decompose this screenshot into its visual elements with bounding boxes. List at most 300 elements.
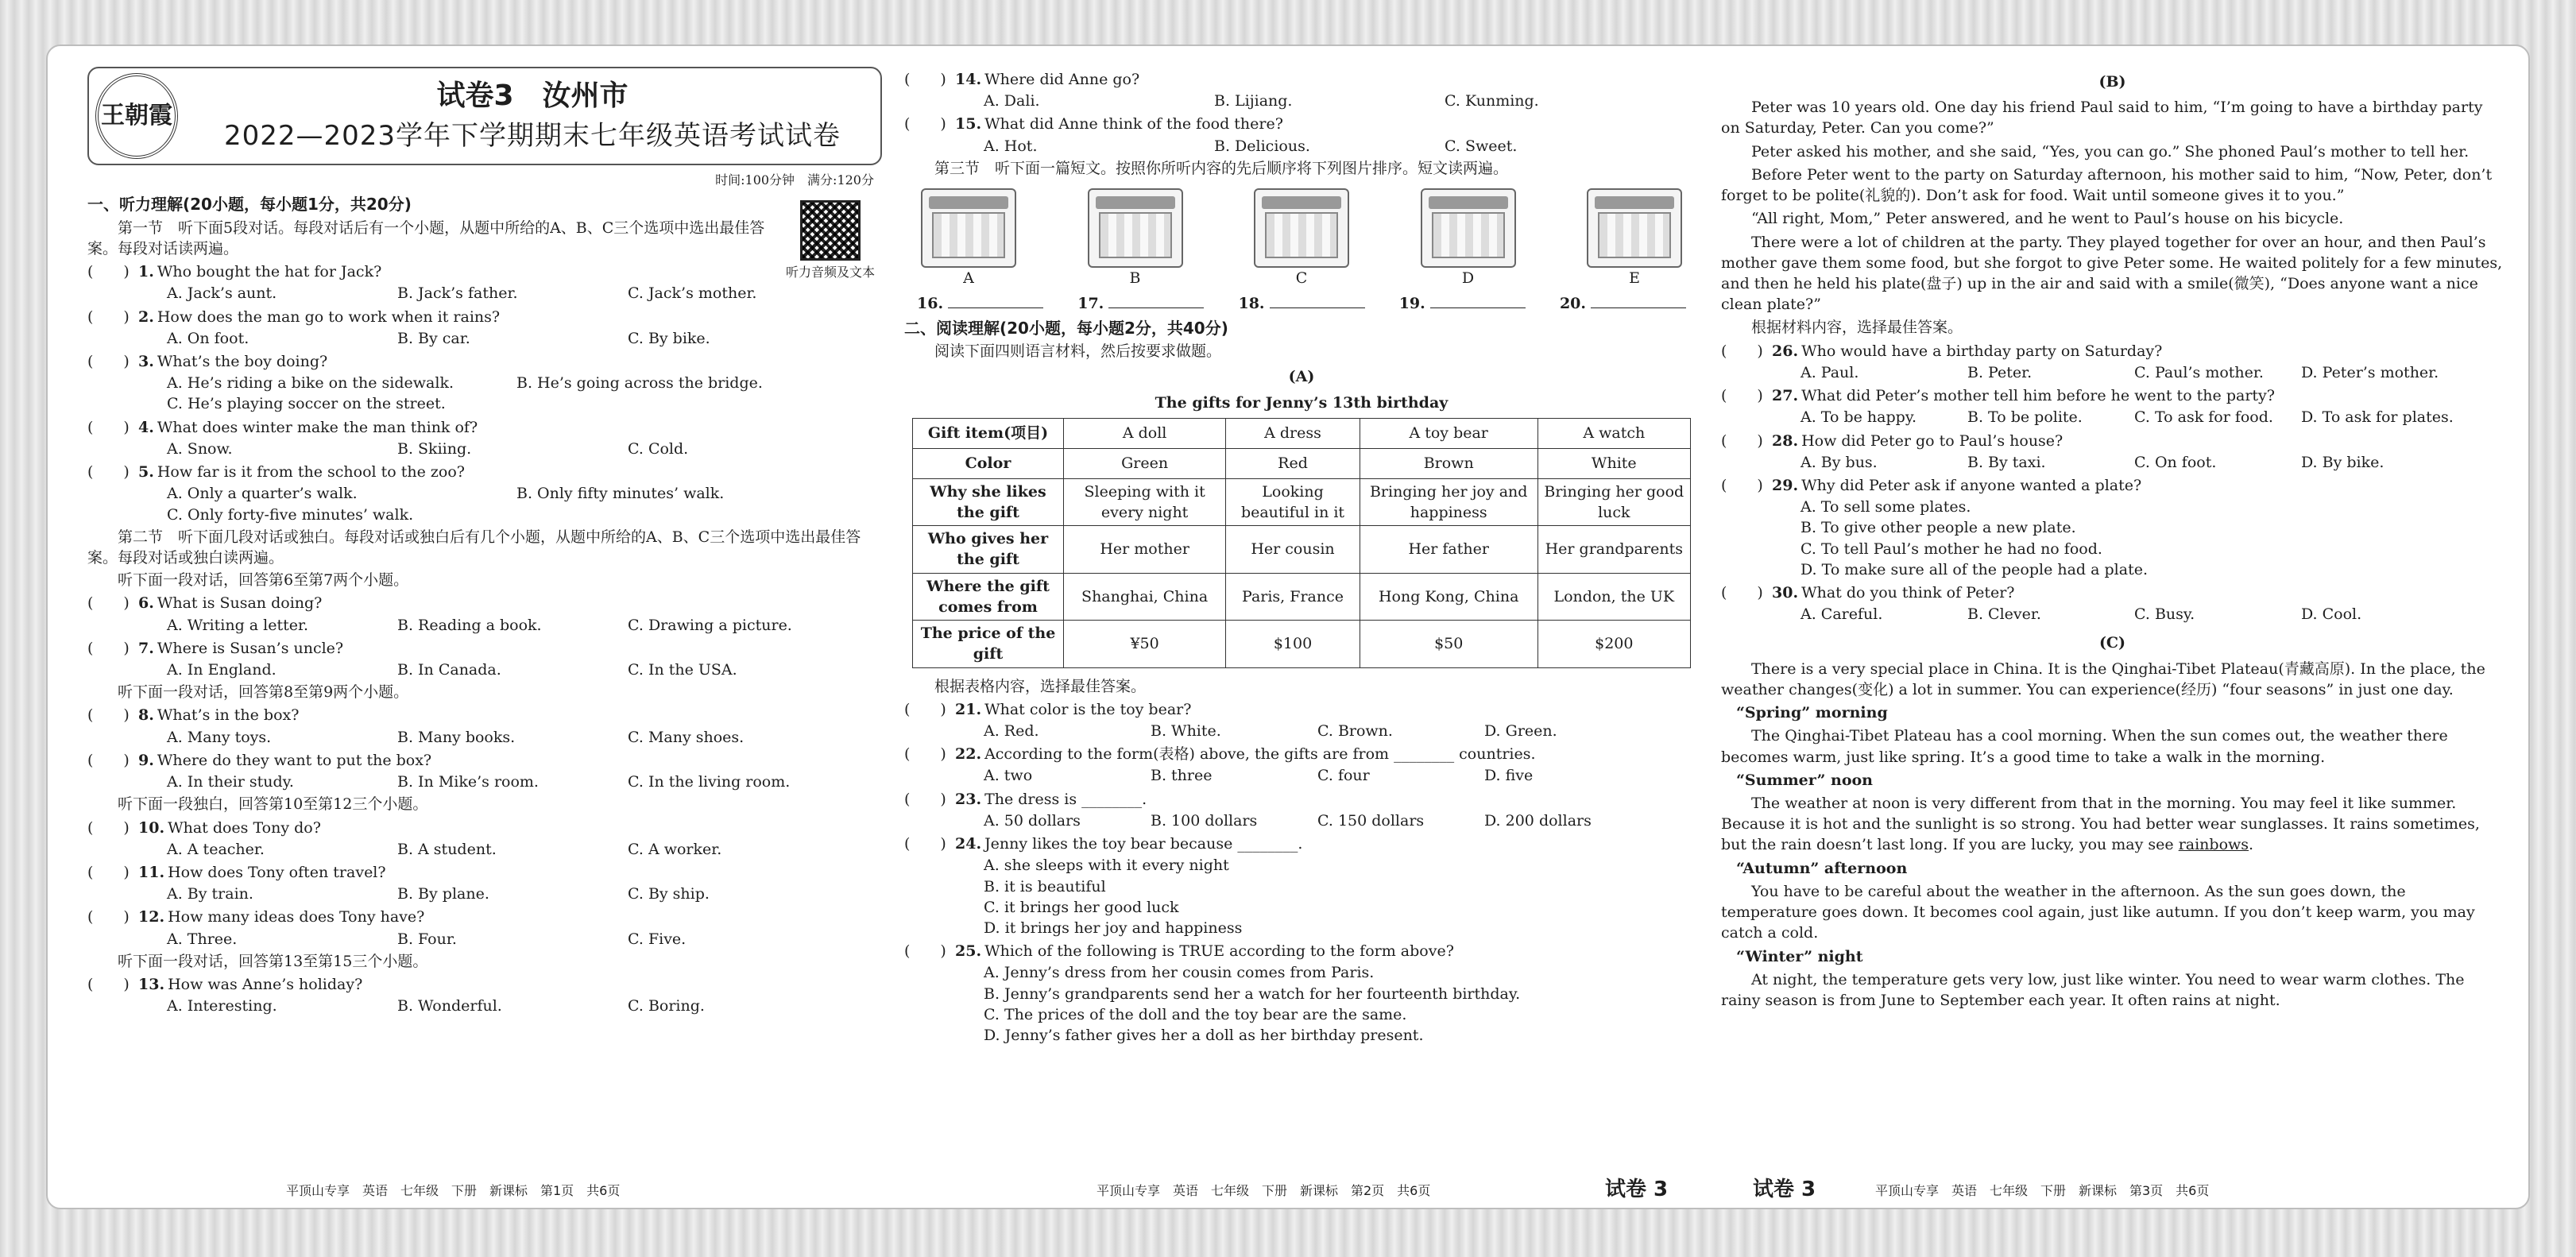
question-number: 9. — [138, 751, 154, 769]
answer-option[interactable]: A. 50 dollars — [984, 811, 1081, 830]
question-text: According to the form(表格) above, the gifts are from ________ countries. — [984, 745, 1536, 764]
question-item — [904, 69, 1699, 111]
options-row — [167, 929, 882, 950]
options-row — [167, 884, 882, 904]
question-text: Who would have a birthday party on Saturday? — [1801, 342, 2163, 360]
questions-14-15 — [904, 69, 1699, 157]
answer-option[interactable]: B. Jenny’s grandparents send her a watch for her fourteenth birthday. — [984, 984, 1521, 1003]
question-number: 25. — [955, 942, 982, 961]
answer-option[interactable]: C. Many shoes. — [628, 728, 745, 746]
question-number: 24. — [955, 835, 982, 853]
column-left — [87, 67, 882, 1018]
answer-option[interactable]: A. He’s riding a bike on the sidewalk. — [167, 374, 454, 393]
question-stem — [87, 705, 882, 725]
picture-a — [917, 188, 1020, 288]
answer-option[interactable]: C. To ask for food. — [2134, 408, 2273, 427]
answer-bracket[interactable]: ( ) — [87, 263, 130, 281]
answer-option[interactable]: C. Cold. — [628, 439, 689, 458]
answer-option[interactable]: B. In Mike’s room. — [397, 773, 539, 791]
question-text: How was Anne’s holiday? — [168, 976, 363, 994]
question-stem — [87, 818, 882, 838]
blank-number: 20. — [1559, 295, 1586, 313]
question-text: How did Peter go to Paul’s house? — [1801, 431, 2064, 450]
logo-text: 王朝霞 — [101, 102, 172, 130]
passage-text: . — [2249, 836, 2254, 854]
table-header-cell: A dress — [1226, 418, 1360, 448]
question-item — [87, 750, 882, 792]
answer-option[interactable]: A. In their study. — [167, 773, 294, 791]
paper-tag-1: 试卷 3 — [1605, 1178, 1669, 1202]
question-text: What did Anne think of the food there? — [984, 115, 1283, 133]
answer-option[interactable]: C. Brown. — [1317, 721, 1393, 740]
question-number: 8. — [138, 706, 154, 725]
answer-bracket[interactable]: ( ) — [87, 864, 130, 882]
answer-option[interactable]: C. Only forty-five minutes’ walk. — [167, 505, 414, 524]
table-row-header: Why she likes the gift — [913, 478, 1064, 525]
answer-option[interactable]: B. Clever. — [1967, 605, 2041, 624]
supermarket-image — [1088, 188, 1183, 268]
question-number: 7. — [138, 639, 154, 657]
answer-option[interactable]: A. Dali. — [984, 92, 1040, 110]
answer-option[interactable]: B. it is beautiful — [984, 877, 1106, 895]
passage-c-heading-summer: “Summer” noon — [1736, 771, 1873, 789]
question-item — [87, 638, 882, 680]
answer-option[interactable]: A. Jack’s aunt. — [167, 284, 277, 303]
answer-option[interactable]: A. Careful. — [1800, 605, 1883, 624]
answer-option[interactable]: B. Lijiang. — [1214, 92, 1293, 110]
options-row — [167, 615, 882, 636]
table-row-header: Color — [913, 448, 1064, 478]
answer-option[interactable]: C. By bike. — [628, 329, 710, 347]
options-row — [167, 659, 882, 680]
question-stem — [87, 417, 882, 438]
question-text: How does the man go to work when it rains? — [157, 307, 501, 326]
answer-option[interactable]: A. Writing a letter. — [167, 616, 309, 634]
answer-bracket[interactable]: ( ) — [87, 639, 130, 657]
table-cell: $200 — [1537, 621, 1690, 667]
answer-option[interactable]: C. Busy. — [2134, 605, 2195, 624]
table-cell: Hong Kong, China — [1360, 573, 1537, 620]
question-number: 10. — [138, 818, 165, 837]
answer-bracket[interactable]: ( ) — [904, 835, 946, 853]
answer-bracket[interactable]: ( ) — [1721, 431, 1763, 450]
answer-option[interactable]: C. To tell Paul’s mother he had no food. — [1800, 540, 2102, 558]
qr-code-block[interactable] — [779, 200, 882, 281]
answer-option[interactable]: B. Jack’s father. — [397, 284, 518, 303]
answer-option[interactable]: B. three — [1151, 767, 1213, 785]
table-cell: Brown — [1360, 448, 1537, 478]
question-text: Why did Peter ask if anyone wanted a plate? — [1801, 476, 2142, 494]
answer-option[interactable]: A. two — [984, 767, 1033, 785]
passage-c-p3 — [1721, 793, 2504, 856]
answer-option[interactable]: B. Only fifty minutes’ walk. — [516, 485, 725, 503]
options-row — [984, 91, 1699, 111]
table-row-header: Who gives her the gift — [913, 526, 1064, 573]
question-stem — [87, 907, 882, 927]
answer-option[interactable]: B. 100 dollars — [1151, 811, 1258, 830]
passage-c-p5: At night, the temperature gets very low, just like winter. You need to wear warm clothes. The rainy season is from June to September each year. It often rains at night. — [1721, 970, 2465, 1009]
answer-bracket[interactable]: ( ) — [904, 71, 946, 88]
picture-label: D — [1461, 269, 1475, 288]
answer-option[interactable]: B. Wonderful. — [397, 997, 502, 1015]
options-row — [167, 772, 882, 792]
picture-label: E — [1629, 269, 1640, 288]
picture-c — [1250, 188, 1353, 288]
table-row-header: Where the gift comes from — [913, 573, 1064, 620]
question-stem — [904, 789, 1699, 810]
question-number: 26. — [1772, 342, 1799, 360]
question-number: 6. — [138, 594, 154, 613]
table-cell: Her grandparents — [1537, 526, 1690, 573]
answer-bracket[interactable]: ( ) — [87, 706, 130, 725]
question-text: What’s in the box? — [157, 706, 300, 725]
answer-option[interactable]: A. Hot. — [984, 137, 1038, 155]
question-text: Jenny likes the toy bear because ________. — [984, 835, 1303, 853]
answer-blanks — [917, 293, 1686, 314]
questions-8-9 — [87, 705, 882, 792]
question-item — [87, 862, 882, 904]
answer-option[interactable]: A. To be happy. — [1800, 408, 1917, 427]
question-text: Where is Susan’s uncle? — [157, 639, 344, 657]
answer-option[interactable]: D. By bike. — [2301, 453, 2385, 471]
passage-a-instruction: 根据表格内容，选择最佳答案。 — [934, 677, 1147, 695]
table-cell: Her cousin — [1226, 526, 1360, 573]
answer-option[interactable]: D. it brings her joy and happiness — [984, 919, 1243, 937]
question-stem — [87, 593, 882, 613]
options-row — [1800, 452, 2504, 473]
answer-bracket[interactable]: ( ) — [904, 745, 946, 764]
part2-intro: 第二节 听下面几段对话或独白。每段对话或独白后有几个小题，从题中所给的A、B、C三个选项中选出最佳答案。每段对话或独白读两遍。 — [87, 528, 861, 567]
question-number: 4. — [138, 418, 154, 436]
question-item — [1721, 475, 2504, 580]
question-item — [87, 261, 882, 304]
header-box — [87, 67, 882, 165]
question-number: 27. — [1772, 387, 1799, 405]
qr-code-icon[interactable] — [800, 200, 861, 261]
question-number: 1. — [138, 263, 154, 281]
table-cell: Sleeping with it every night — [1064, 478, 1226, 525]
table-header-cell: Gift item(项目) — [913, 418, 1064, 448]
answer-bracket[interactable]: ( ) — [87, 976, 130, 994]
question-text: What did Peter’s mother tell him before he went to the party? — [1801, 387, 2275, 405]
question-item — [1721, 431, 2504, 473]
table-cell: Bringing her joy and happiness — [1360, 478, 1537, 525]
answer-option[interactable]: A. Many toys. — [167, 728, 272, 746]
answer-option[interactable]: B. Skiing. — [397, 439, 472, 458]
table-row — [913, 478, 1691, 525]
blank-16[interactable] — [917, 293, 1043, 314]
picture-d — [1417, 188, 1520, 288]
table-cell: Red — [1226, 448, 1360, 478]
question-text: What’s the boy doing? — [157, 352, 328, 370]
answer-option[interactable]: D. Green. — [1484, 721, 1557, 740]
passage-c-heading-autumn: “Autumn” afternoon — [1736, 859, 1908, 877]
question-item — [1721, 341, 2504, 383]
question-number: 15. — [955, 115, 982, 133]
questions-21-25 — [904, 699, 1699, 1046]
answer-option[interactable]: C. 150 dollars — [1317, 811, 1425, 830]
answer-option[interactable]: D. five — [1484, 767, 1534, 785]
flower-shop-image — [1421, 188, 1516, 268]
passage-b-paragraph: Peter was 10 years old. One day his friend Paul said to him, “I’m going to have a birthday party on Saturday, Peter. Can you come?” — [1721, 99, 2483, 137]
answer-option[interactable]: A. Only a quarter’s walk. — [167, 485, 358, 503]
question-stem — [1721, 385, 2504, 406]
question-stem — [87, 307, 882, 327]
answer-option[interactable]: D. Peter’s mother. — [2301, 363, 2439, 381]
answer-option[interactable]: D. To make sure all of the people had a plate. — [1800, 560, 2148, 578]
passage-c-p4: You have to be careful about the weather in the afternoon. As the sun goes down, the temperature goes down. It becomes cool again, just like autumn. If you don’t keep warm, you may catch a cold. — [1721, 882, 2475, 942]
question-number: 14. — [955, 71, 982, 88]
answer-bracket[interactable]: ( ) — [904, 115, 946, 133]
options-row — [1800, 604, 2504, 625]
picture-label: B — [1129, 269, 1141, 288]
answer-option[interactable]: D. Jenny’s father gives her a doll as her birthday present. — [984, 1027, 1424, 1045]
answer-option[interactable]: C. Kunming. — [1445, 92, 1539, 110]
answer-option[interactable]: D. 200 dollars — [1484, 811, 1592, 830]
answer-option[interactable]: C. Paul’s mother. — [2134, 363, 2264, 381]
paper-tag-2: 试卷 3 — [1753, 1178, 1816, 1202]
answer-bracket[interactable]: ( ) — [87, 751, 130, 769]
options-row — [167, 839, 882, 860]
answer-option[interactable]: C. He’s playing soccer on the street. — [167, 395, 446, 413]
question-stem — [904, 941, 1699, 961]
table-cell: Looking beautiful in it — [1226, 478, 1360, 525]
picture-b — [1084, 188, 1187, 288]
question-number: 28. — [1772, 431, 1799, 450]
options-row — [984, 721, 1699, 741]
answer-option[interactable]: C. Five. — [628, 930, 687, 948]
answer-option[interactable]: B. Delicious. — [1214, 137, 1310, 155]
answer-option[interactable]: C. Sweet. — [1445, 137, 1518, 155]
qr-label: 听力音频及文本 — [785, 265, 875, 280]
answer-option[interactable]: C. The prices of the doll and the toy bear are the same. — [984, 1005, 1407, 1023]
answer-bracket[interactable]: ( ) — [904, 700, 946, 718]
table-row — [913, 573, 1691, 620]
passage-text: The weather at noon is very different from that in the morning. You may feel it like summer. Because it is hot and the sunlight is so strong. You had better wear sunglasses. It rains sometimes, but the rain doesn’t last long. If you are lucky, you may see — [1721, 795, 2480, 854]
column-middle — [904, 67, 1699, 1046]
answer-option[interactable]: D. To ask for plates. — [2301, 408, 2454, 427]
answer-option[interactable]: A. she sleeps with it every night — [984, 857, 1229, 875]
note-8-9: 听下面一段对话，回答第8至第9两个小题。 — [118, 683, 409, 702]
answer-bracket[interactable]: ( ) — [1721, 476, 1763, 494]
table-cell: Shanghai, China — [1064, 573, 1226, 620]
answer-option[interactable]: B. By plane. — [397, 885, 489, 903]
table-cell: Bringing her good luck — [1537, 478, 1690, 525]
answer-bracket[interactable]: ( ) — [1721, 342, 1763, 360]
answer-option[interactable]: B. Four. — [397, 930, 457, 948]
table-cell: Paris, France — [1226, 573, 1360, 620]
picture-row — [917, 188, 1686, 288]
answer-option[interactable]: B. In Canada. — [397, 661, 501, 679]
question-number: 21. — [955, 700, 982, 718]
question-stem — [904, 833, 1699, 854]
blank-20[interactable] — [1560, 293, 1686, 314]
answer-option[interactable]: A. Three. — [167, 930, 238, 948]
answer-option[interactable]: B. By taxi. — [1967, 453, 2046, 471]
blank-number: 16. — [917, 295, 944, 313]
footer-page-2: 平顶山专享 英语 七年级 下册 新课标 第2页 共6页 — [1097, 1182, 1431, 1198]
answer-option[interactable]: A. A teacher. — [167, 840, 265, 858]
passage-c-label: (C) — [2098, 634, 2126, 652]
table-header-cell: A watch — [1537, 418, 1690, 448]
gifts-table — [912, 418, 1691, 668]
answer-option[interactable]: A. Paul. — [1800, 363, 1859, 381]
question-stem — [87, 462, 882, 482]
note-6-7: 听下面一段对话，回答第6至第7两个小题。 — [118, 571, 409, 590]
answer-bracket[interactable]: ( ) — [87, 352, 130, 370]
answer-bracket[interactable]: ( ) — [87, 463, 130, 482]
passage-b-instruction: 根据材料内容，选择最佳答案。 — [1751, 319, 1963, 337]
answer-option[interactable]: C. In the living room. — [628, 773, 791, 791]
answer-option[interactable]: A. Interesting. — [167, 997, 277, 1015]
answer-option[interactable]: B. He’s going across the bridge. — [516, 374, 763, 393]
options-row — [984, 810, 1699, 831]
table-row — [913, 526, 1691, 573]
exam-title: 试卷3 汝州市 — [436, 79, 629, 112]
answer-bracket[interactable]: ( ) — [87, 818, 130, 837]
answer-bracket[interactable]: ( ) — [1721, 387, 1763, 405]
footer-page-1: 平顶山专享 英语 七年级 下册 新课标 第1页 共6页 — [286, 1182, 621, 1198]
answer-option[interactable]: A. By bus. — [1800, 453, 1878, 471]
options-row — [1800, 497, 2504, 580]
table-row — [913, 621, 1691, 667]
answer-option[interactable]: A. In England. — [167, 661, 277, 679]
question-item — [904, 833, 1699, 938]
answer-option[interactable]: B. White. — [1151, 721, 1221, 740]
question-stem — [1721, 431, 2504, 451]
questions-13 — [87, 974, 882, 1016]
passage-c-p2: The Qinghai-Tibet Plateau has a cool morning. When the sun comes out, the weather there becomes warm, just like spring. It’s a good time to take a walk in the morning. — [1721, 727, 2448, 766]
blank-number: 17. — [1077, 295, 1104, 313]
table-cell: London, the UK — [1537, 573, 1690, 620]
question-number: 12. — [138, 908, 165, 926]
question-item — [87, 307, 882, 349]
question-stem — [87, 638, 882, 659]
answer-option[interactable]: C. By ship. — [628, 885, 710, 903]
question-number: 13. — [138, 976, 165, 994]
picture-e — [1583, 188, 1686, 288]
question-number: 23. — [955, 790, 982, 808]
answer-option[interactable]: C. four — [1317, 767, 1370, 785]
table-header-cell: A toy bear — [1360, 418, 1537, 448]
answer-option[interactable]: C. it brings her good luck — [984, 898, 1179, 916]
question-number: 3. — [138, 352, 154, 370]
answer-option[interactable]: B. To give other people a new plate. — [1800, 519, 2076, 537]
answer-option[interactable]: C. In the USA. — [628, 661, 737, 679]
question-number: 30. — [1772, 584, 1799, 602]
options-row — [167, 727, 882, 748]
answer-option[interactable]: A. By train. — [167, 885, 253, 903]
answer-bracket[interactable]: ( ) — [87, 307, 130, 326]
answer-option[interactable]: A. Snow. — [167, 439, 233, 458]
question-number: 2. — [138, 307, 154, 326]
table-cell: White — [1537, 448, 1690, 478]
blank-17[interactable] — [1077, 293, 1204, 314]
question-item — [1721, 582, 2504, 625]
answer-option[interactable]: B. Many books. — [397, 728, 516, 746]
section2-intro: 阅读下面四则语言材料，然后按要求做题。 — [934, 342, 1222, 361]
answer-option[interactable]: C. Jack’s mother. — [628, 284, 757, 303]
hospital-image — [1587, 188, 1682, 268]
table-header-row — [913, 418, 1691, 448]
answer-bracket[interactable]: ( ) — [1721, 584, 1763, 602]
options-row — [1800, 362, 2504, 383]
blank-19[interactable] — [1399, 293, 1526, 314]
note-13-15: 听下面一段对话，回答第13至第15三个小题。 — [118, 952, 428, 970]
answer-option[interactable]: C. On foot. — [2134, 453, 2217, 471]
question-item — [87, 818, 882, 860]
answer-option[interactable]: C. Drawing a picture. — [628, 616, 792, 634]
question-item — [87, 593, 882, 635]
questions-10-12 — [87, 818, 882, 950]
question-text: How many ideas does Tony have? — [168, 908, 425, 926]
question-item — [904, 114, 1699, 156]
answer-option[interactable]: A. Red. — [984, 721, 1039, 740]
picture-label: C — [1295, 269, 1308, 288]
blank-18[interactable] — [1238, 293, 1364, 314]
answer-bracket[interactable]: ( ) — [87, 908, 130, 926]
options-row — [167, 373, 882, 414]
question-stem — [904, 699, 1699, 720]
question-number: 11. — [138, 864, 165, 882]
question-item — [87, 351, 882, 415]
answer-option[interactable]: B. By car. — [397, 329, 470, 347]
answer-bracket[interactable]: ( ) — [87, 594, 130, 613]
underlined-word: rainbows — [2178, 836, 2249, 854]
table-cell: Green — [1064, 448, 1226, 478]
exam-subtitle: 2022—2023学年下学期期末七年级英语考试试卷 — [223, 120, 841, 152]
part3-intro: 第三节 听下面一篇短文。按照你所听内容的先后顺序将下列图片排序。短文读两遍。 — [934, 159, 1509, 177]
answer-option[interactable]: B. To be polite. — [1967, 408, 2083, 427]
table-row — [913, 448, 1691, 478]
column-right — [1721, 67, 2504, 1013]
exam-meta: 时间:100分钟 满分:120分 — [715, 172, 874, 188]
answer-option[interactable]: B. Peter. — [1967, 363, 2033, 381]
answer-bracket[interactable]: ( ) — [904, 942, 946, 961]
passage-b-label: (B) — [2098, 73, 2126, 91]
footer-page-3: 平顶山专享 英语 七年级 下册 新课标 第3页 共6页 — [1875, 1182, 2210, 1198]
answer-option[interactable]: B. Reading a book. — [397, 616, 542, 634]
answer-option[interactable]: A. To sell some plates. — [1800, 498, 1971, 516]
question-text: What do you think of Peter? — [1801, 584, 2015, 602]
question-item — [904, 941, 1699, 1046]
answer-bracket[interactable]: ( ) — [904, 790, 946, 808]
question-stem — [1721, 341, 2504, 362]
question-text: Which of the following is TRUE according to the form above? — [984, 942, 1454, 961]
passage-b-paragraph: There were a lot of children at the party. They played together for over an hour, and then Paul’s mother gave them some food, but she forgot to give Peter some. He waited politely for a few minutes, and then he held his plate(盘子) up in the air and said with a smile(微笑), “Does anyone want a nice clean plate?” — [1721, 233, 2503, 314]
table-cell: $50 — [1360, 621, 1537, 667]
table-cell: $100 — [1226, 621, 1360, 667]
question-item — [87, 974, 882, 1016]
section2-title: 二、阅读理解(20小题，每小题2分，共40分) — [904, 318, 1228, 338]
answer-option[interactable]: B. A student. — [397, 840, 497, 858]
question-item — [87, 907, 882, 949]
question-number: 29. — [1772, 476, 1799, 494]
passage-c — [1721, 659, 2504, 1011]
answer-option[interactable]: A. On foot. — [167, 329, 249, 347]
passage-b-paragraph: Peter asked his mother, and she said, “Yes, you can go.” She phoned Paul’s mother to tell her. — [1751, 142, 2470, 161]
answer-option[interactable]: C. Boring. — [628, 997, 705, 1015]
passage-b-paragraph: Before Peter went to the party on Saturday afternoon, his mother said to him, “Now, Peter, don’t forget to be polite(礼貌的). Don’t ask for food. Wait until someone gives it to you.” — [1721, 165, 2493, 205]
answer-option[interactable]: A. Jenny’s dress from her cousin comes from Paris. — [984, 964, 1375, 982]
answer-option[interactable]: C. A worker. — [628, 840, 722, 858]
part1-intro: 第一节 听下面5段对话。每段对话后有一个小题，从题中所给的A、B、C三个选项中选出最佳答案。每段对话读两遍。 — [87, 219, 765, 257]
answer-option[interactable]: D. Cool. — [2301, 605, 2362, 624]
publisher-logo — [95, 73, 178, 159]
options-row — [984, 136, 1699, 157]
answer-bracket[interactable]: ( ) — [87, 418, 130, 436]
passage-c-heading-spring: “Spring” morning — [1736, 704, 1888, 722]
